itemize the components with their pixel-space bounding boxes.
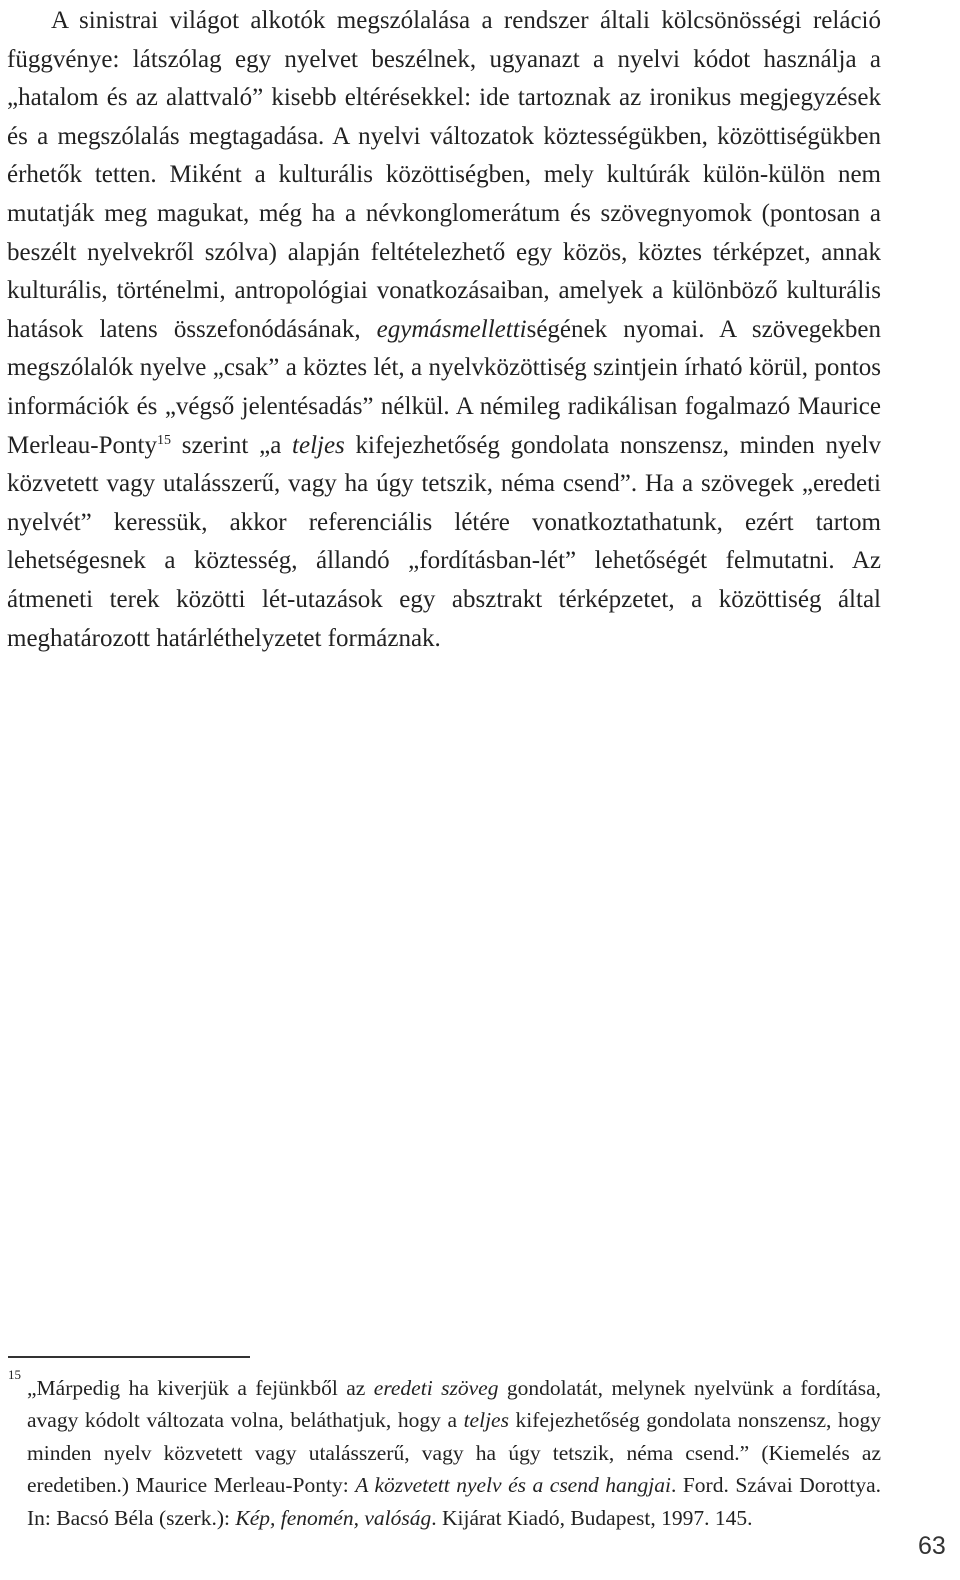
body-text-3: szerint „a: [170, 431, 293, 459]
footnote-text-4: . Ford. Szávai Dorottya. In: Bacsó Béla (szerk.):: [27, 1473, 881, 1530]
footnote-italic-2: teljes: [463, 1408, 509, 1433]
footnote-text-1: „Márpedig ha kiverjük a fejünkből az: [27, 1376, 374, 1400]
footnote-italic-4: Kép, fenomén, valóság: [235, 1505, 432, 1530]
body-paragraph: [7, 2, 881, 658]
page-number: 63: [918, 1532, 946, 1560]
footnote-number: 15: [8, 1367, 21, 1382]
footnote: [8, 1367, 881, 1534]
body-text-1: A sinistrai világot alkotók megszólalása a rendszer általi kölcsönösségi reláció függvénye: látszólag egy nyelvet beszélnek, ugyanazt a nyelvi kódot használja a „hatalom és az alattvaló” kisebb eltérésekkel: ide tartoznak az ironikus megjegyzések és a megszólalás megtagadása. A nyelvi változatok köztességükben, közöttiségükben érhetők tetten. Miként a kulturális közöttiségben, mely kultúrák külön-külön nem mutatják meg magukat, még ha a névkonglomerátum és szövegnyomok (pontosan a beszélt nyelvekről szólva) alapján feltételezhető egy közös, köztes térképzet, annak kulturális, történelmi, antropológiai vonatkozásaiban, amelyek a különböző kulturális hatások latens összefonódásának,: [7, 7, 881, 343]
footnote-text-2: gondolatát, melynek nyelvünk a fordítása, avagy kódolt változata volna, beláthatjuk, hogy a: [27, 1376, 881, 1433]
footnote-text-3: kifejezhetőség gondolata nonszensz, hogy minden nyelv közvetett vagy utalásszerű, vagy ha úgy tetszik, néma csend.” (Kiemelés az eredetiben.) Maurice Merleau-Ponty:: [27, 1408, 881, 1498]
footnote-text-5: . Kijárat Kiadó, Budapest, 1997. 145.: [431, 1505, 753, 1530]
footnote-reference[interactable]: 15: [156, 432, 171, 448]
body-text-4: kifejezhetőség gondolata nonszensz, minden nyelv közvetett vagy utalásszerű, vagy ha úgy tetszik, néma csend”. Ha a szövegek „eredeti nyelvét” keressük, akkor referenciális létére vonatkoztathatunk, ezért tartom lehetségesnek a köztesség, állandó „fordításban-lét” lehetőségét felmutatni. Az átmeneti terek közötti lét-utazások egy absztrakt térképzetet, a közöttiség által meghatározott határléthelyzetet formáznak.: [7, 431, 881, 652]
footnote-divider: [8, 1356, 250, 1358]
footnote-italic-3: A közvetett nyelv és a csend hangjai: [355, 1473, 671, 1498]
footnote-italic-1: eredeti szöveg: [373, 1376, 499, 1400]
body-italic-1: egymásmelletti: [376, 315, 527, 343]
body-italic-2: teljes: [292, 431, 345, 459]
body-text-2: ségének nyomai. A szövegekben megszólalók nyelve „csak” a köztes lét, a nyelvközöttiség szintjein írható körül, pontos információk és „végső jelentésadás” nélkül. A némileg radikálisan fogalmazó Maurice Merleau-Ponty: [7, 315, 881, 459]
